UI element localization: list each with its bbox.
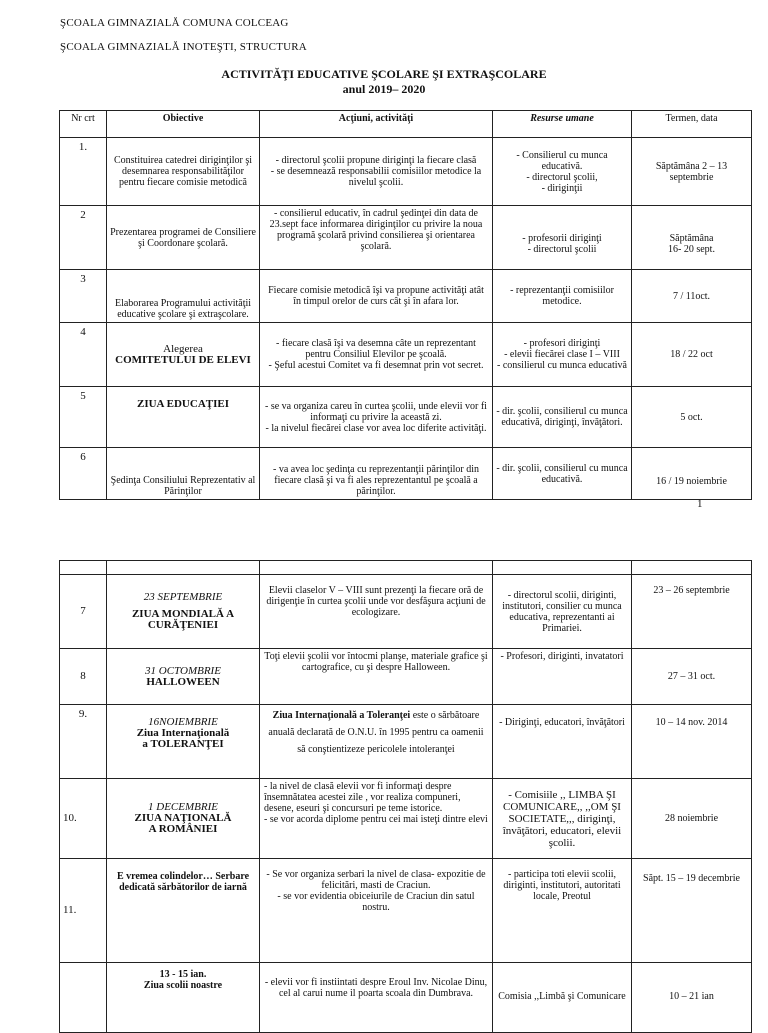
row-objective: Prezentarea programei de Consiliere şi Coordonare şcolară. [107, 206, 260, 270]
objective-prefix: Alegerea [163, 342, 203, 355]
row-resources: - directorul scolii, diriginti, institutori, consilier cu munca educativa, reprezentanti ai Primariei. [493, 575, 632, 649]
row-deadline: Săptămâna 16- 20 sept. [632, 206, 752, 270]
row-deadline: 28 noiembrie [632, 779, 752, 859]
row-objective [107, 779, 260, 859]
row-objective: ZIUA EDUCAŢIEI [107, 387, 260, 448]
row-actions: Fiecare comisie metodică îşi va propune activităţi atât în timpul orelor de curs cât şi în afara lor. [260, 270, 493, 323]
page-number: 1 [697, 498, 703, 510]
column-header-deadline: Termen, data [632, 111, 752, 138]
row-deadline: Săpt. 15 – 19 decembrie [632, 859, 752, 963]
row-deadline: 5 oct. [632, 387, 752, 448]
table-row [60, 206, 752, 270]
row-number: 7 [60, 575, 107, 649]
table-row-empty [60, 561, 752, 575]
table-row [60, 859, 752, 963]
row-number: 9. [60, 705, 107, 779]
row-resources: - dir. şcolii, consilierul cu munca educativă. [493, 448, 632, 500]
row-number: 2 [60, 206, 107, 270]
table-header-row [60, 111, 752, 138]
column-header-objectives: Obiective [107, 111, 260, 138]
row-actions: - Se vor organiza serbari la nivel de clasa- expozitie de felicitări, masti de Craciun. - se vor evidentia obiceiurile de Craciun din satul nostru. [260, 859, 493, 963]
table-row [60, 270, 752, 323]
objective-date: 16NOIEMBRIE [148, 716, 218, 728]
row-objective: E vremea colindelor… Serbare dedicată sărbătorilor de iarnă [107, 859, 260, 963]
row-actions: Toţi elevii şcolii vor întocmi planşe, materiale grafice şi cartografice, cu şi despre Halloween. [260, 649, 493, 705]
row-objective: 13 - 15 ian. Ziua scolii noastre [107, 963, 260, 1033]
table-row [60, 138, 752, 206]
row-actions: Elevii claselor V – VIII sunt prezenţi la fiecare oră de dirigenţie în curtea şcolii unde vor desfăşura acţiuni de ecologizare. [260, 575, 493, 649]
column-header-nr: Nr crt [60, 111, 107, 138]
row-actions: - se va organiza careu în curtea şcolii, unde elevii vor fi informaţi cu privire la această zi. - la nivelul fiecărei clase vor avea loc diferite activităţi. [260, 387, 493, 448]
row-actions: - consilierul educativ, în cadrul şedinţei din data de 23.sept face informarea diriginţilor cu privire la noua programă şcolară privind consilierea şi orientarea şcolară. [260, 206, 493, 270]
row-actions: - va avea loc şedinţa cu reprezentanţii părinţilor din fiecare clasă şi va fi ales reprezentantul pe şcoală a părinţilor. [260, 448, 493, 500]
row-actions [260, 705, 493, 779]
row-deadline: 10 – 14 nov. 2014 [632, 705, 752, 779]
activities-table-page1 [59, 110, 752, 500]
objective-title: ZIUA MONDIALĂ A CURĂŢENIEI [131, 608, 235, 631]
row-deadline: 10 – 21 ian [632, 963, 752, 1033]
row-resources: - profesorii diriginţi - directorul şcolii [493, 206, 632, 270]
document-subtitle: anul 2019– 2020 [342, 82, 426, 96]
row-deadline: 7 / 11oct. [632, 270, 752, 323]
row-objective: Şedinţa Consiliului Reprezentativ al Părinţilor [107, 448, 260, 500]
empty-cell [632, 561, 752, 575]
actions-text: este o sărbătoare anuală declarată de O.N.U. în 1995 pentru ca oamenii să conştientizeze pericolele intoleranţei [268, 710, 484, 755]
table-row [60, 448, 752, 500]
row-actions: - elevii vor fi instiintati despre Eroul Inv. Nicolae Dinu, cel al carui nume il poarta scoala din Dumbrava. [260, 963, 493, 1033]
row-number: 11. [60, 859, 107, 963]
document-title: ACTIVITĂŢI EDUCATIVE ŞCOLARE ŞI EXTRAŞCOLARE [221, 67, 547, 81]
table-row [60, 387, 752, 448]
objective-date: 31 OCTOMBRIE [145, 664, 221, 677]
empty-cell [493, 561, 632, 575]
row-resources: - reprezentanţii comisiilor metodice. [493, 270, 632, 323]
row-resources: - Comisiile ,, LIMBA ŞI COMUNICARE,, ,,OM ŞI SOCIETATE,,, diriginţi, învăţători, educatori, elevii şcolii. [493, 779, 632, 859]
row-resources: - Consilierul cu munca educativă. - directorul şcolii, - diriginţii [493, 138, 632, 206]
row-number: 10. [60, 779, 107, 859]
objective-title: HALLOWEEN [146, 675, 220, 688]
actions-highlight: Ziua Internaţională a Toleranţei [272, 710, 411, 721]
objective-title: COMITETULUI DE ELEVI [115, 353, 251, 366]
table-row [60, 323, 752, 387]
row-number: 1. [60, 138, 107, 206]
school-name-inotesti: ŞCOALA GIMNAZIALĂ INOTEŞTI, STRUCTURA [60, 41, 307, 53]
row-actions: - directorul şcolii propune diriginţi la fiecare clasă - se desemnează responsabilii comisiilor metodice la nivelul şcolii. [260, 138, 493, 206]
row-deadline: 18 / 22 oct [632, 323, 752, 387]
row-resources: Comisia ,,Limbă şi Comunicare [493, 963, 632, 1033]
row-objective: Constituirea catedrei diriginţilor şi desemnarea responsabilităţilor pentru fiecare comisie metodică [107, 138, 260, 206]
row-number: 6 [60, 448, 107, 500]
row-objective [107, 575, 260, 649]
row-resources: - Profesori, diriginti, invatatori [493, 649, 632, 705]
row-deadline: Săptămâna 2 – 13 septembrie [632, 138, 752, 206]
row-resources: - Diriginţi, educatori, învăţători [493, 705, 632, 779]
row-objective [107, 323, 260, 387]
row-number: 4 [60, 323, 107, 387]
row-deadline: 27 – 31 oct. [632, 649, 752, 705]
row-resources: - profesori diriginţi - elevii fiecărei clase I – VIII - consilierul cu munca educativă [493, 323, 632, 387]
row-deadline: 23 – 26 septembrie [632, 575, 752, 649]
row-objective [107, 649, 260, 705]
row-number: 5 [60, 387, 107, 448]
row-number: 8 [60, 649, 107, 705]
column-header-actions: Acţiuni, activităţi [260, 111, 493, 138]
table-row [60, 705, 752, 779]
table-row [60, 649, 752, 705]
objective-title: ZIUA NAŢIONALĂ A ROMÂNIEI [134, 812, 232, 835]
row-objective [107, 705, 260, 779]
row-actions: - la nivel de clasă elevii vor fi informaţi despre însemnătatea acestei zile , vor realiza compuneri, desene, eseuri şi concursuri pe teme istorice. - se vor acorda diplome pentru cei mai isteţi dintre elevi [260, 779, 493, 859]
activities-table-page2 [59, 560, 752, 1033]
objective-date: 1 DECEMBRIE [148, 801, 218, 813]
school-name-colceag: ŞCOALA GIMNAZIALĂ COMUNA COLCEAG [60, 17, 289, 29]
row-deadline: 16 / 19 noiembrie [632, 448, 752, 500]
row-number: 3 [60, 270, 107, 323]
objective-date: 23 SEPTEMBRIE [143, 591, 223, 603]
column-header-resources: Resurse umane [493, 111, 632, 138]
table-row [60, 963, 752, 1033]
empty-cell [60, 561, 107, 575]
table-row [60, 575, 752, 649]
row-resources: - participa toti elevii scolii, diriginti, institutori, autoritati locale, Preotul [493, 859, 632, 963]
table-row [60, 779, 752, 859]
objective-title: Ziua Internaţională a TOLERANŢEI [136, 727, 230, 750]
empty-cell [107, 561, 260, 575]
empty-cell [260, 561, 493, 575]
row-number [60, 963, 107, 1033]
row-resources: - dir. şcolii, consilierul cu munca educativă, diriginţi, învăţători. [493, 387, 632, 448]
row-objective: Elaborarea Programului activităţii educative şcolare şi extraşcolare. [107, 270, 260, 323]
row-actions: - fiecare clasă îşi va desemna câte un reprezentant pentru Consiliul Elevilor pe şcoală. - Şeful acestui Comitet va fi desemnat prin vot secret. [260, 323, 493, 387]
